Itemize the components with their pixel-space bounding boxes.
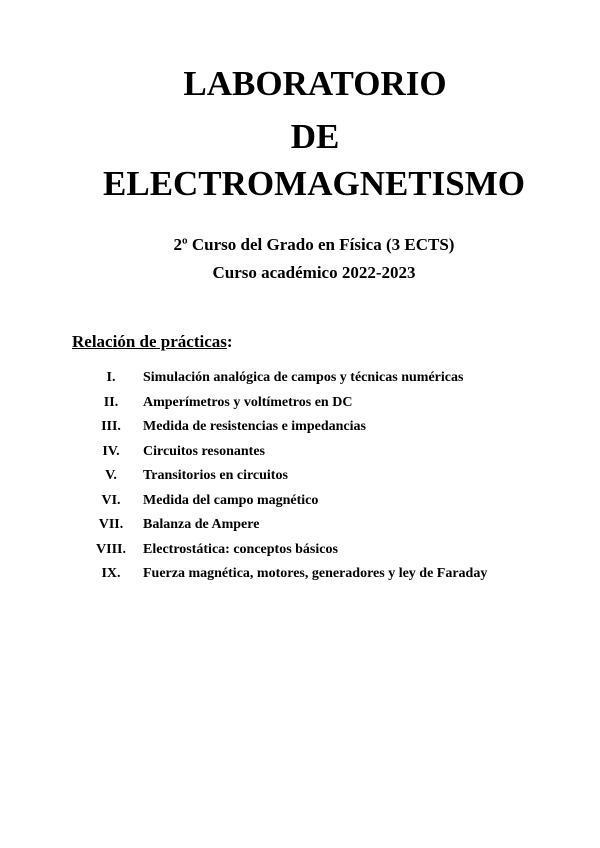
- item-label: Transitorios en circuitos: [143, 468, 288, 483]
- item-number: VII.: [98, 517, 124, 532]
- list-item: [0, 563, 600, 588]
- title-line-2: DE: [290, 117, 340, 156]
- practicas-list: [0, 367, 600, 588]
- section-heading-colon: :: [226, 332, 233, 351]
- item-label: Balanza de Ampere: [143, 517, 260, 532]
- list-item: [0, 539, 600, 564]
- list-item: [0, 392, 600, 417]
- list-item: [0, 490, 600, 515]
- academic-year: Curso académico 2022-2023: [212, 263, 416, 282]
- item-number: IX.: [101, 566, 121, 581]
- list-item: [0, 367, 600, 392]
- item-number: II.: [103, 394, 119, 410]
- title-line-3: ELECTROMAGNETISMO: [103, 164, 525, 203]
- item-label: Medida del campo magnético: [143, 492, 319, 508]
- list-item: [0, 416, 600, 441]
- item-label: Amperímetros y voltímetros en DC: [143, 394, 353, 410]
- title-line-1: LABORATORIO: [183, 64, 447, 103]
- item-label: Simulación analógica de campos y técnicas numéricas: [143, 370, 464, 385]
- item-number: VI.: [101, 492, 121, 508]
- item-label: Fuerza magnética, motores, generadores y ley de Faraday: [143, 566, 488, 581]
- list-item: [0, 441, 600, 466]
- item-label: Electrostática: conceptos básicos: [143, 541, 338, 557]
- item-number: V.: [105, 468, 117, 483]
- item-label: Circuitos resonantes: [143, 443, 265, 459]
- item-label: Medida de resistencias e impedancias: [143, 419, 366, 434]
- item-number: III.: [101, 419, 121, 434]
- section-heading-text: Relación de prácticas: [72, 332, 227, 351]
- item-number: VIII.: [96, 541, 126, 557]
- section-heading: [72, 331, 233, 353]
- list-item: [0, 465, 600, 490]
- item-number: I.: [106, 370, 116, 385]
- item-number: IV.: [102, 443, 120, 459]
- list-item: [0, 514, 600, 539]
- course-subtitle: 2º Curso del Grado en Física (3 ECTS): [173, 235, 455, 254]
